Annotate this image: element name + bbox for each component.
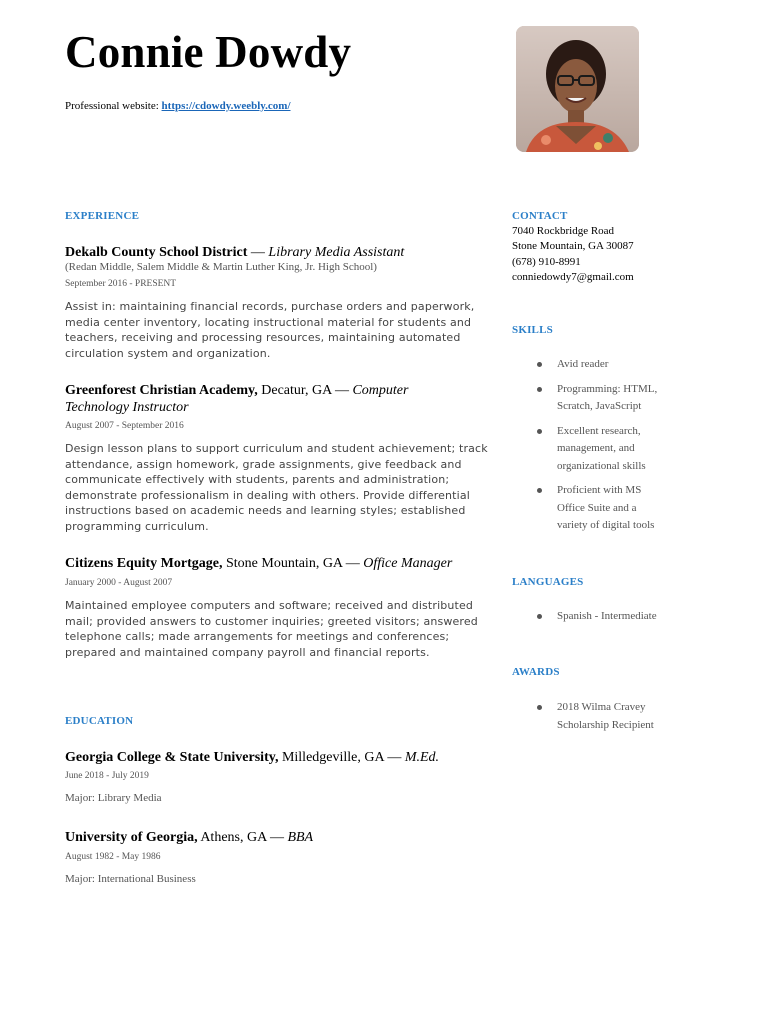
job-1-note: (Redan Middle, Salem Middle & Martin Luther King, Jr. High School) [65,261,377,273]
job-2-role: Computer Technology Instructor [65,383,409,415]
education-heading: EDUCATION [65,715,134,727]
skill-item: Proficient with MS Office Suite and a variety of digital tools [512,482,662,535]
edu-1-degree: M.Ed. [404,750,440,765]
skills-heading: SKILLS [512,324,553,336]
awards-heading: AWARDS [512,666,560,678]
job-2-heading [65,382,425,416]
edu-2-dates: August 1982 - May 1986 [65,852,161,862]
contact-address-line-1: 7040 Rockbridge Road [512,225,615,237]
contact-address-line-2: Stone Mountain, GA 30087 [512,240,634,253]
job-3-dash: — [342,556,364,571]
edu-1-major: Major: Library Media [65,792,162,804]
job-1-org: Dekalb County School District [65,245,248,260]
job-1-role: Library Media Assistant [268,245,405,260]
portrait-image [516,26,639,152]
edu-2-heading [65,829,485,846]
edu-2-major: Major: International Business [65,873,196,885]
job-2-dash: — [331,383,353,398]
edu-2-location: Athens, GA [197,830,267,845]
skills-list [512,356,702,542]
languages-list [512,608,712,633]
edu-2-school: University of Georgia, [65,830,198,845]
experience-heading: EXPERIENCE [65,210,140,222]
job-2-dates: August 2007 - September 2016 [65,421,184,431]
job-3-role: Office Manager [363,556,453,571]
job-3-dates: January 2000 - August 2007 [65,578,173,588]
languages-heading: LANGUAGES [512,576,584,588]
edu-1-heading [65,749,485,766]
skill-item: Programming: HTML, Scratch, JavaScript [512,381,662,416]
profile-photo [516,26,639,152]
job-1-description: Assist in: maintaining financial records, purchase orders and paperwork, media center inventory, locating instructional material for students and teachers, receiving and processing resources, maintaining automated circulation system and organization. [65,300,475,360]
job-2-org: Greenforest Christian Academy, [65,383,258,398]
skill-item: Avid reader [512,356,702,374]
website-label: Professional website: [65,100,162,112]
website-link[interactable]: https://cdowdy.weebly.com/ [161,100,291,112]
job-1-dash: — [247,245,269,260]
job-2-location: Decatur, GA [257,383,332,398]
job-3-org: Citizens Equity Mortgage, [65,556,223,571]
contact-block [512,224,634,285]
language-item: Spanish - Intermediate [512,608,712,626]
edu-1-dates: June 2018 - July 2019 [65,771,149,781]
edu-2-dash: — [266,830,288,845]
job-3-location: Stone Mountain, GA [222,556,343,571]
professional-website [65,100,291,112]
award-item: 2018 Wilma Cravey Scholarship Recipient [512,699,669,734]
awards-list [512,699,712,741]
contact-email: conniedowdy7@gmail.com [512,270,634,283]
edu-1-dash: — [383,750,405,765]
job-1-dates: September 2016 - PRESENT [65,279,177,289]
contact-phone: (678) 910-8991 [512,255,581,268]
job-3-heading [65,555,485,572]
job-1-heading [65,244,485,261]
job-3-description: Maintained employee computers and software; received and distributed mail; provided answers to customer inquiries; greeted visitors; answered telephone calls; made arrangements for meetings and conferences; prepared and maintained company payroll and financial reports. [65,599,478,659]
edu-1-location: Milledgeville, GA [278,750,384,765]
contact-heading: CONTACT [512,210,568,222]
skill-item: Excellent research, management, and organizational skills [512,423,662,476]
candidate-name: Connie Dowdy [65,27,352,77]
edu-2-degree: BBA [287,830,314,845]
edu-1-school: Georgia College & State University, [65,750,279,765]
job-2-description: Design lesson plans to support curriculum and student achievement; track attendance, assign homework, grade assignments, give feedback and communicate effectively with students, parents and administration; demonstrate professionalism in dealing with others. Provide differential instructions based on academic needs and learning styles; established programming curriculum. [65,442,488,533]
